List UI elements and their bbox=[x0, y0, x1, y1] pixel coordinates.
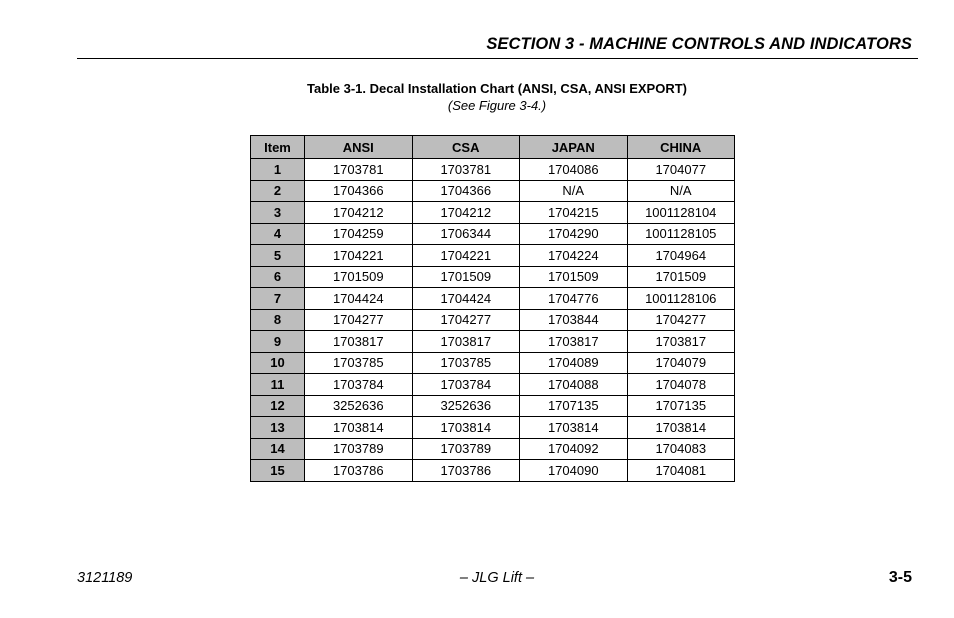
decal-installation-table bbox=[250, 135, 735, 482]
cell-japan: 1704092 bbox=[520, 438, 628, 460]
column-header-ansi: ANSI bbox=[305, 136, 413, 159]
cell-ansi: 1704259 bbox=[305, 223, 413, 245]
footer-publisher: – JLG Lift – bbox=[459, 570, 535, 586]
cell-china: 1001128105 bbox=[627, 223, 735, 245]
column-header-japan: JAPAN bbox=[520, 136, 628, 159]
table-row bbox=[251, 180, 735, 202]
cell-japan: N/A bbox=[520, 180, 628, 202]
cell-ansi: 3252636 bbox=[305, 395, 413, 417]
column-header-china: CHINA bbox=[627, 136, 735, 159]
cell-ansi: 1704221 bbox=[305, 245, 413, 267]
cell-japan: 1701509 bbox=[520, 266, 628, 288]
cell-csa: 1703789 bbox=[412, 438, 520, 460]
cell-item: 1 bbox=[251, 159, 305, 181]
cell-csa: 1704212 bbox=[412, 202, 520, 224]
table-subtitle: (See Figure 3-4.) bbox=[447, 98, 547, 113]
table-row bbox=[251, 245, 735, 267]
cell-japan: 1704290 bbox=[520, 223, 628, 245]
cell-china: 1701509 bbox=[627, 266, 735, 288]
table-row bbox=[251, 395, 735, 417]
table-row bbox=[251, 438, 735, 460]
cell-csa: 1704424 bbox=[412, 288, 520, 310]
table-row bbox=[251, 223, 735, 245]
cell-china: 1703814 bbox=[627, 417, 735, 439]
document-number: 3121189 bbox=[77, 570, 133, 586]
cell-ansi: 1704366 bbox=[305, 180, 413, 202]
table-row bbox=[251, 417, 735, 439]
cell-japan: 1703817 bbox=[520, 331, 628, 353]
page-number: 3-5 bbox=[888, 569, 912, 586]
section-header: SECTION 3 - MACHINE CONTROLS AND INDICATORS bbox=[486, 35, 912, 53]
cell-japan: 1703814 bbox=[520, 417, 628, 439]
cell-csa: 1704366 bbox=[412, 180, 520, 202]
cell-ansi: 1704424 bbox=[305, 288, 413, 310]
cell-item: 10 bbox=[251, 352, 305, 374]
cell-china: 1704079 bbox=[627, 352, 735, 374]
cell-japan: 1707135 bbox=[520, 395, 628, 417]
cell-japan: 1704086 bbox=[520, 159, 628, 181]
cell-csa: 1703817 bbox=[412, 331, 520, 353]
cell-item: 14 bbox=[251, 438, 305, 460]
cell-ansi: 1703784 bbox=[305, 374, 413, 396]
table-row bbox=[251, 288, 735, 310]
table-row bbox=[251, 202, 735, 224]
table-row bbox=[251, 266, 735, 288]
cell-ansi: 1703817 bbox=[305, 331, 413, 353]
header-divider bbox=[77, 58, 918, 59]
cell-china: 1001128106 bbox=[627, 288, 735, 310]
cell-ansi: 1703781 bbox=[305, 159, 413, 181]
cell-csa: 1706344 bbox=[412, 223, 520, 245]
cell-ansi: 1703814 bbox=[305, 417, 413, 439]
cell-china: 1704277 bbox=[627, 309, 735, 331]
table-row bbox=[251, 374, 735, 396]
table-row bbox=[251, 331, 735, 353]
cell-ansi: 1703785 bbox=[305, 352, 413, 374]
cell-china: 1704964 bbox=[627, 245, 735, 267]
cell-china: 1707135 bbox=[627, 395, 735, 417]
cell-china: 1704077 bbox=[627, 159, 735, 181]
cell-csa: 1703784 bbox=[412, 374, 520, 396]
cell-china: 1703817 bbox=[627, 331, 735, 353]
cell-item: 6 bbox=[251, 266, 305, 288]
cell-ansi: 1703786 bbox=[305, 460, 413, 482]
cell-japan: 1704224 bbox=[520, 245, 628, 267]
cell-china: 1704081 bbox=[627, 460, 735, 482]
table-row bbox=[251, 309, 735, 331]
cell-japan: 1704090 bbox=[520, 460, 628, 482]
cell-ansi: 1704212 bbox=[305, 202, 413, 224]
cell-item: 4 bbox=[251, 223, 305, 245]
table-row bbox=[251, 159, 735, 181]
cell-item: 12 bbox=[251, 395, 305, 417]
cell-csa: 1701509 bbox=[412, 266, 520, 288]
cell-japan: 1704776 bbox=[520, 288, 628, 310]
cell-csa: 1703814 bbox=[412, 417, 520, 439]
cell-item: 3 bbox=[251, 202, 305, 224]
cell-item: 2 bbox=[251, 180, 305, 202]
cell-ansi: 1701509 bbox=[305, 266, 413, 288]
table-row bbox=[251, 460, 735, 482]
cell-japan: 1704215 bbox=[520, 202, 628, 224]
table-header-row bbox=[251, 136, 735, 159]
cell-csa: 1703785 bbox=[412, 352, 520, 374]
cell-item: 9 bbox=[251, 331, 305, 353]
column-header-csa: CSA bbox=[412, 136, 520, 159]
cell-japan: 1703844 bbox=[520, 309, 628, 331]
cell-csa: 3252636 bbox=[412, 395, 520, 417]
cell-china: N/A bbox=[627, 180, 735, 202]
table-title: Table 3-1. Decal Installation Chart (ANSI, CSA, ANSI EXPORT) bbox=[307, 81, 687, 96]
cell-china: 1704078 bbox=[627, 374, 735, 396]
cell-china: 1001128104 bbox=[627, 202, 735, 224]
table-row bbox=[251, 352, 735, 374]
cell-japan: 1704089 bbox=[520, 352, 628, 374]
cell-ansi: 1703789 bbox=[305, 438, 413, 460]
cell-csa: 1703781 bbox=[412, 159, 520, 181]
cell-csa: 1704277 bbox=[412, 309, 520, 331]
cell-ansi: 1704277 bbox=[305, 309, 413, 331]
cell-csa: 1704221 bbox=[412, 245, 520, 267]
cell-csa: 1703786 bbox=[412, 460, 520, 482]
cell-item: 5 bbox=[251, 245, 305, 267]
cell-china: 1704083 bbox=[627, 438, 735, 460]
column-header-item: Item bbox=[251, 136, 305, 159]
cell-item: 15 bbox=[251, 460, 305, 482]
cell-item: 8 bbox=[251, 309, 305, 331]
cell-item: 11 bbox=[251, 374, 305, 396]
cell-item: 7 bbox=[251, 288, 305, 310]
cell-japan: 1704088 bbox=[520, 374, 628, 396]
cell-item: 13 bbox=[251, 417, 305, 439]
